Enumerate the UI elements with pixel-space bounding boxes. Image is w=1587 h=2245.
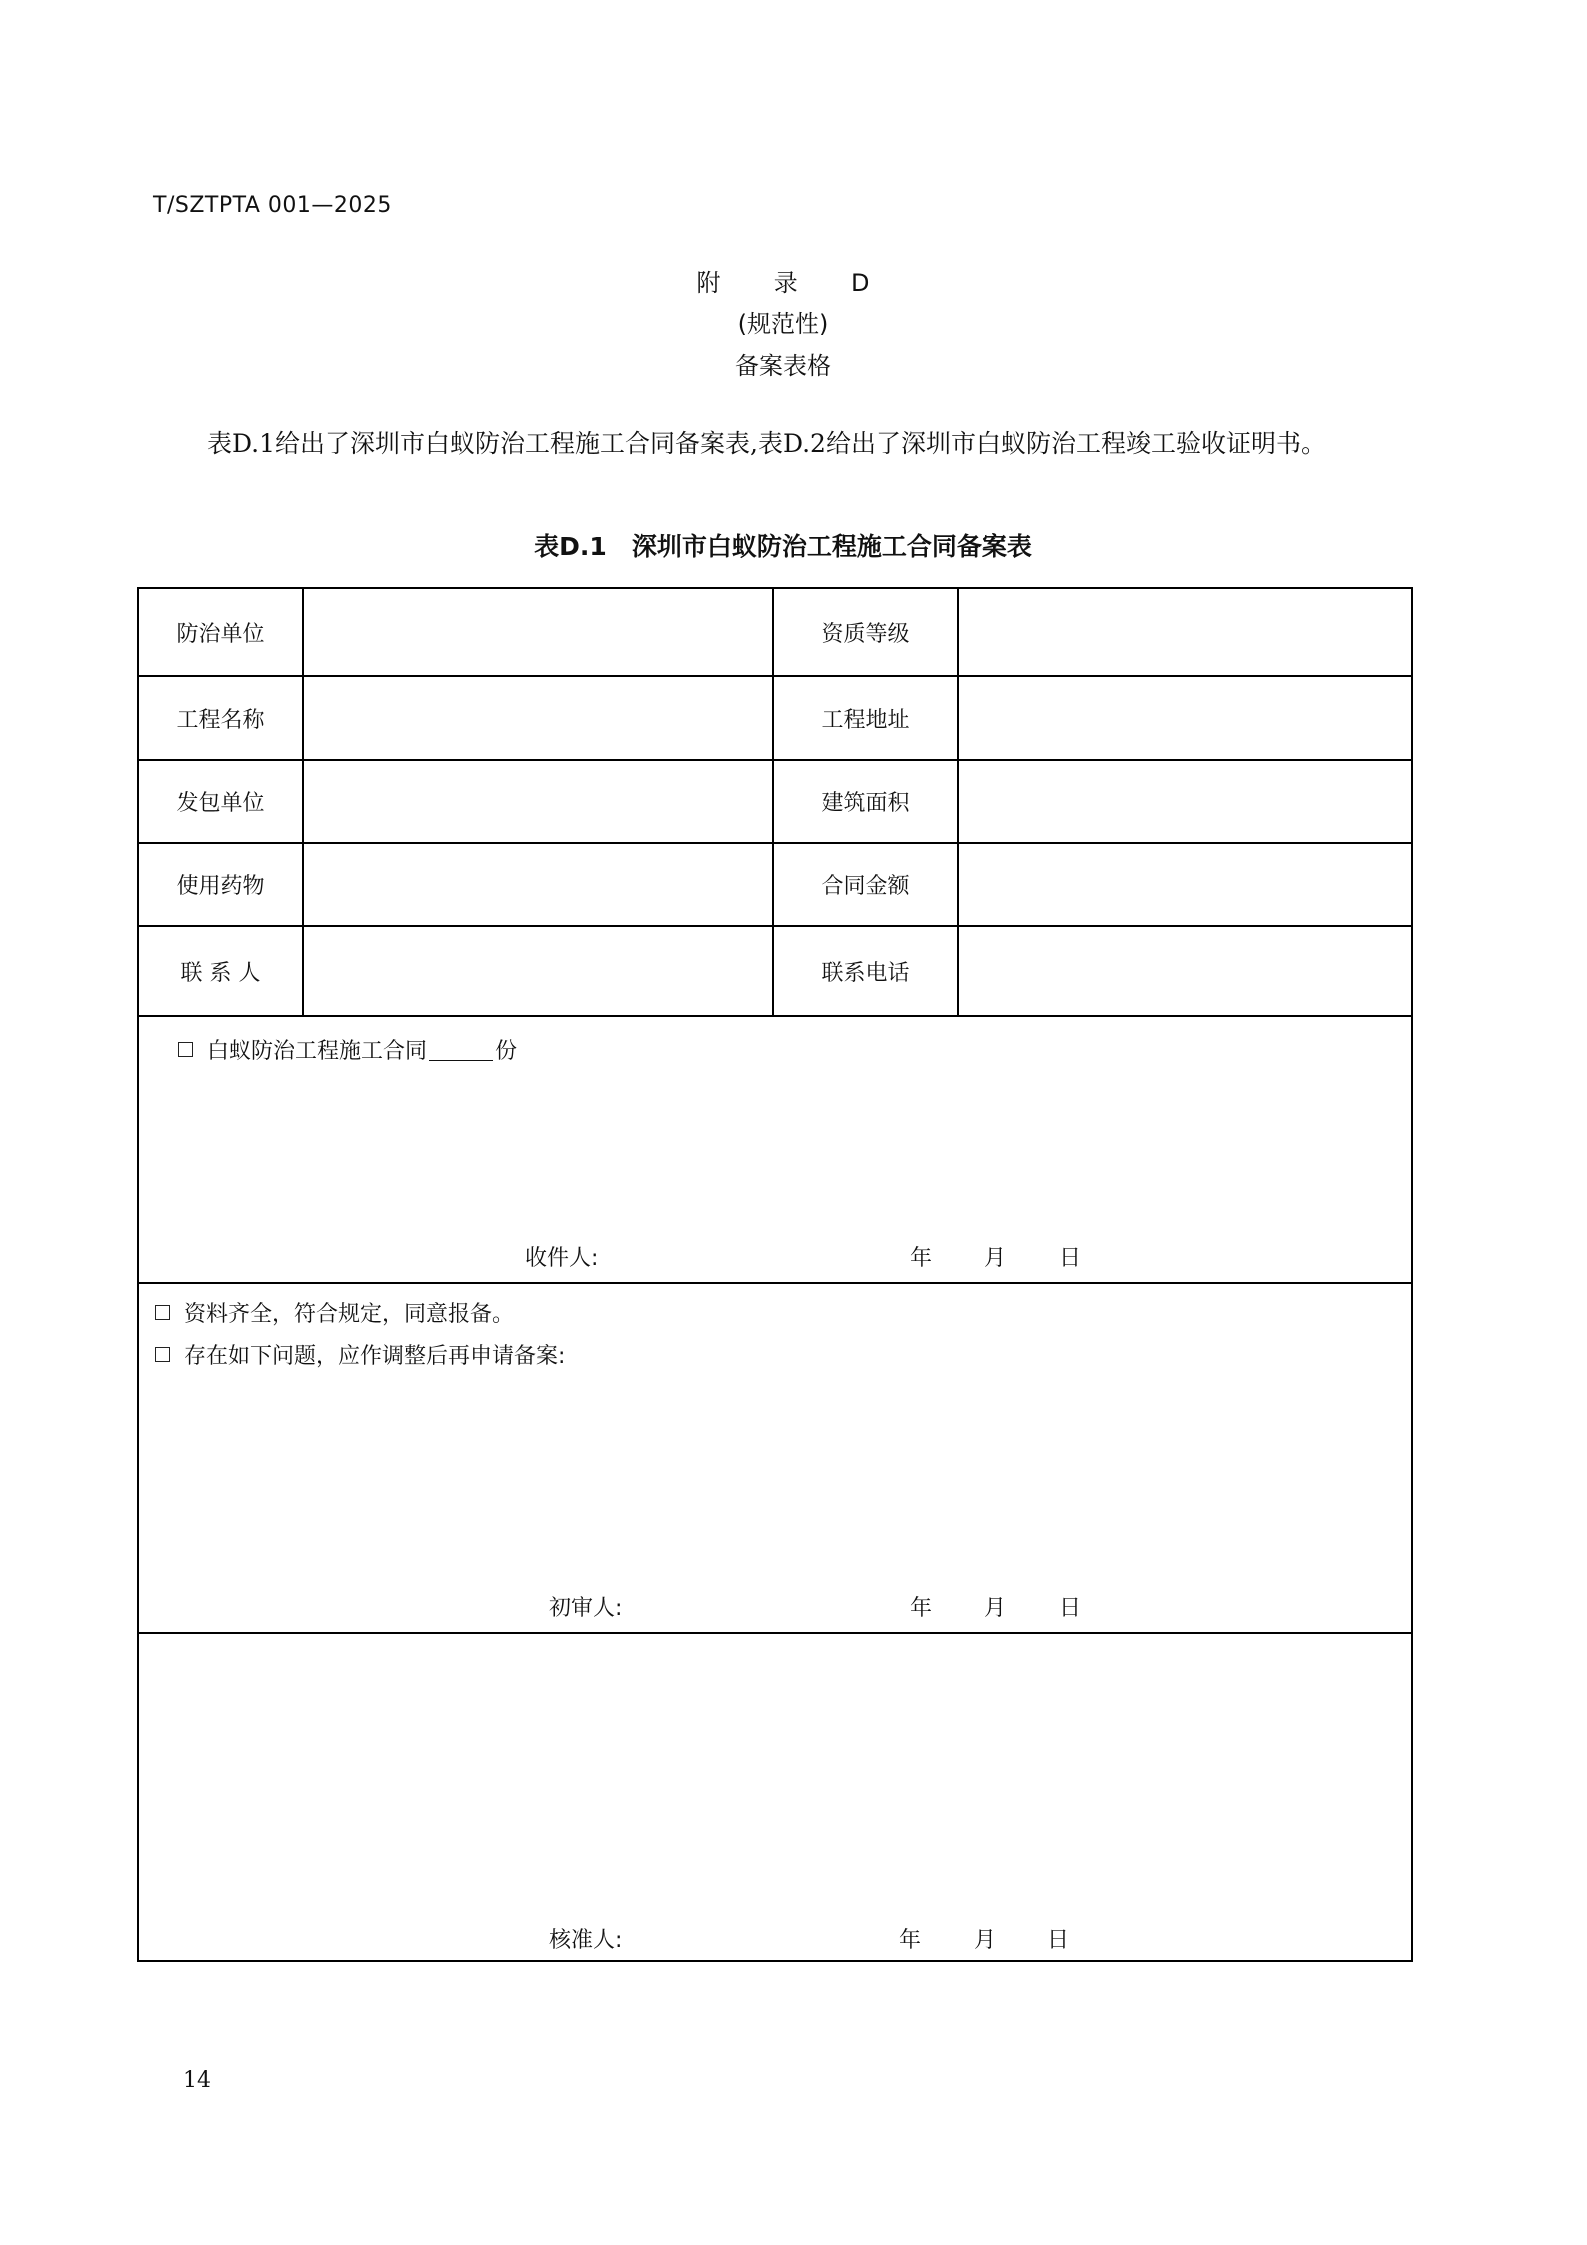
receiver-label: 收件人: bbox=[525, 1246, 599, 1271]
label-contract-amount: 合同金额 bbox=[821, 874, 910, 899]
label-building-area: 建筑面积 bbox=[821, 791, 910, 816]
contract-copies-line bbox=[178, 1034, 517, 1065]
label-qualification-level: 资质等级 bbox=[821, 621, 910, 647]
filing-form-table bbox=[137, 587, 1413, 1962]
page-number: 14 bbox=[183, 2068, 211, 2093]
label-chemicals-used: 使用药物 bbox=[176, 874, 265, 899]
appendix-name: 备案表格 bbox=[735, 352, 831, 380]
appendix-title bbox=[0, 263, 1566, 298]
receiver-date-day: 日 bbox=[1059, 1246, 1082, 1271]
approver-date-year: 年 bbox=[899, 1928, 922, 1953]
review-issues-notes[interactable] bbox=[155, 1379, 1395, 1559]
standard-code: T/SZTPTA 001—2025 bbox=[153, 193, 392, 218]
building-area-field[interactable] bbox=[959, 761, 1410, 842]
appendix-title-part: 录 bbox=[773, 269, 798, 297]
contact-phone-field[interactable] bbox=[959, 927, 1410, 1015]
contract-copies-unit: 份 bbox=[495, 1039, 518, 1064]
intro-paragraph: 表D.1给出了深圳市白蚁防治工程施工合同备案表,表D.2给出了深圳市白蚁防治工程竣工验收证明书。 bbox=[207, 429, 1326, 458]
label-project-address: 工程地址 bbox=[821, 707, 910, 733]
appendix-title-part: D bbox=[851, 269, 870, 297]
contract-amount-field[interactable] bbox=[959, 844, 1410, 925]
qualification-level-field[interactable] bbox=[959, 589, 1410, 675]
contact-person-field[interactable] bbox=[304, 927, 772, 1015]
label-contracting-unit: 发包单位 bbox=[176, 791, 265, 816]
first-reviewer-label: 初审人: bbox=[549, 1596, 623, 1621]
row-divider bbox=[139, 1282, 1411, 1284]
review-option-approve bbox=[155, 1297, 514, 1328]
chemicals-used-field[interactable] bbox=[304, 844, 772, 925]
approver-date-month: 月 bbox=[974, 1928, 997, 1953]
contract-copies-checkbox[interactable] bbox=[178, 1042, 193, 1057]
review-issues-label: 存在如下问题，应作调整后再申请备案: bbox=[184, 1344, 566, 1369]
table-caption: 表D.1 深圳市白蚁防治工程施工合同备案表 bbox=[534, 532, 1032, 561]
prevention-unit-field[interactable] bbox=[304, 589, 772, 675]
receiver-date-year: 年 bbox=[910, 1246, 933, 1271]
project-name-field[interactable] bbox=[304, 677, 772, 759]
label-project-name: 工程名称 bbox=[176, 707, 265, 733]
approver-date-day: 日 bbox=[1047, 1928, 1070, 1953]
approver-label: 核准人: bbox=[549, 1928, 623, 1953]
receiver-date-month: 月 bbox=[984, 1246, 1007, 1271]
first-reviewer-date-month: 月 bbox=[984, 1596, 1007, 1621]
project-address-field[interactable] bbox=[959, 677, 1410, 759]
label-contact-person: 联 系 人 bbox=[180, 960, 261, 986]
label-prevention-unit: 防治单位 bbox=[176, 621, 265, 647]
review-approve-label: 资料齐全，符合规定，同意报备。 bbox=[184, 1302, 515, 1327]
label-contact-phone: 联系电话 bbox=[821, 960, 910, 986]
contracting-unit-field[interactable] bbox=[304, 761, 772, 842]
first-reviewer-date-year: 年 bbox=[910, 1596, 933, 1621]
row-divider bbox=[139, 1015, 1411, 1017]
review-issues-checkbox[interactable] bbox=[155, 1347, 170, 1362]
contract-copies-input[interactable] bbox=[429, 1038, 493, 1061]
contract-copies-label: 白蚁防治工程施工合同 bbox=[207, 1039, 428, 1064]
approval-notes[interactable] bbox=[155, 1649, 1395, 1889]
review-approve-checkbox[interactable] bbox=[155, 1305, 170, 1320]
appendix-title-part: 附 bbox=[696, 269, 721, 297]
appendix-type: (规范性) bbox=[737, 310, 829, 338]
review-option-issues bbox=[155, 1339, 565, 1370]
first-reviewer-date-day: 日 bbox=[1059, 1596, 1082, 1621]
row-divider bbox=[139, 1632, 1411, 1634]
